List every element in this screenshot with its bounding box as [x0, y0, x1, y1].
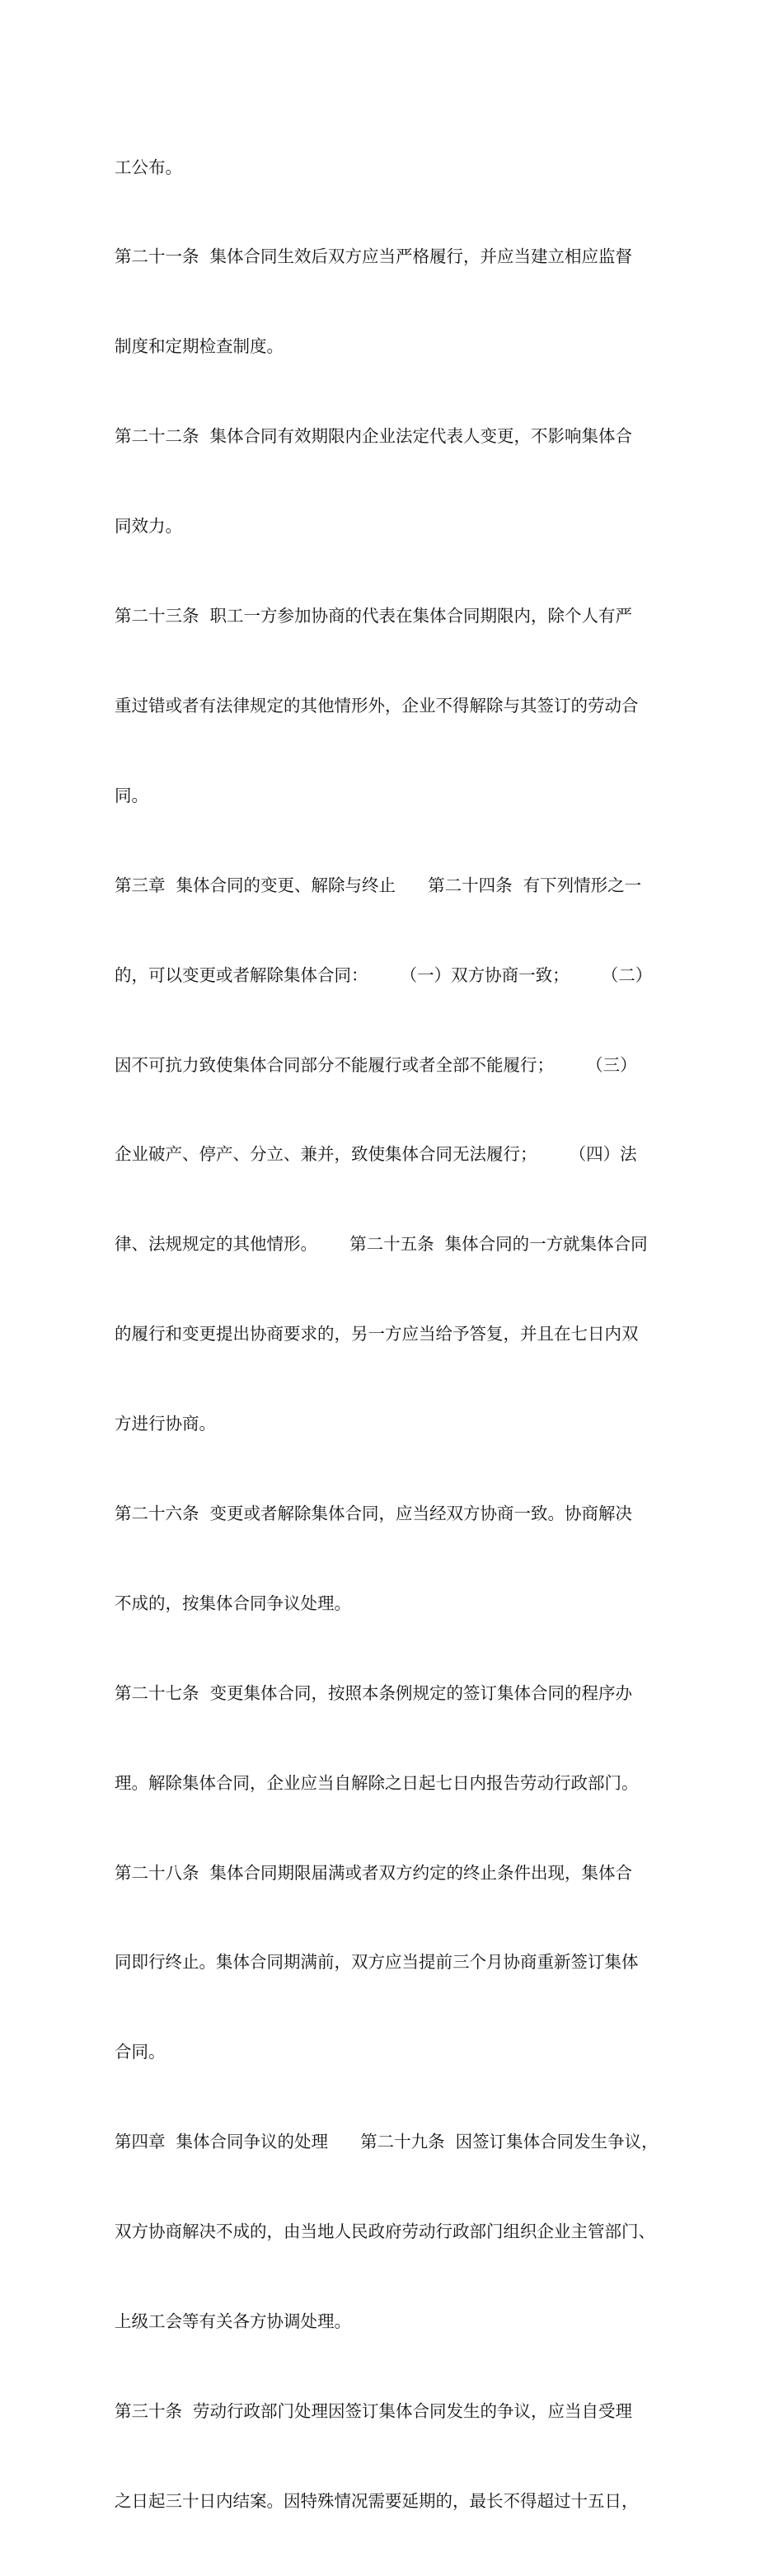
text-line: 第二十三条 职工一方参加协商的代表在集体合同期限内，除个人有严 — [115, 606, 633, 626]
text-line: 律、法规规定的其他情形。 第二十五条 集体合同的一方就集体合同 — [115, 1234, 648, 1255]
text-line: 双方协商解决不成的，由当地人民政府劳动行政部门组织企业主管部门、 — [115, 2222, 655, 2242]
document-body — [115, 92, 675, 2576]
text-line: 合同。 — [115, 2042, 166, 2062]
text-line: 的履行和变更提出协商要求的，另一方应当给予答复，并且在七日内双 — [115, 1324, 639, 1344]
text-line: 之日起三十日内结案。因特殊情况需要延期的，最长不得超过十五日， — [115, 2490, 639, 2511]
text-line: 同。 — [115, 785, 148, 805]
text-line: 第三章 集体合同的变更、解除与终止 第二十四条 有下列情形之一 — [115, 875, 642, 895]
text-line: 理。解除集体合同，企业应当自解除之日起七日内报告劳动行政部门。 — [115, 1772, 639, 1793]
text-line: 第二十七条 变更集体合同，按照本条例规定的签订集体合同的程序办 — [115, 1682, 633, 1703]
text-line: 重过错或者有法律规定的其他情形外，企业不得解除与其签订的劳动合 — [115, 695, 639, 716]
text-line: 同即行终止。集体合同期满前，双方应当提前三个月协商重新签订集体 — [115, 1952, 639, 1973]
text-line: 上级工会等有关各方协调处理。 — [115, 2311, 351, 2331]
text-line: 企业破产、停产、分立、兼并，致使集体合同无法履行； （四）法 — [115, 1144, 637, 1165]
text-line: 不成的，按集体合同争议处理。 — [115, 1593, 351, 1613]
text-line: 同效力。 — [115, 516, 182, 537]
text-line: 第二十一条 集体合同生效后双方应当严格履行，并应当建立相应监督 — [115, 246, 633, 267]
text-line: 第二十六条 变更或者解除集体合同，应当经双方协商一致。协商解决 — [115, 1503, 633, 1523]
text-line: 第三十条 劳动行政部门处理因签订集体合同发生的争议，应当自受理 — [115, 2400, 633, 2421]
text-line: 工公布。 — [115, 157, 182, 177]
text-line: 第二十八条 集体合同期限届满或者双方约定的终止条件出现，集体合 — [115, 1862, 633, 1883]
text-line: 制度和定期检查制度。 — [115, 336, 284, 357]
text-line: 第二十二条 集体合同有效期限内企业法定代表人变更，不影响集体合 — [115, 426, 633, 447]
text-line: 的，可以变更或者解除集体合同： （一）双方协商一致； （二） — [115, 964, 653, 985]
text-line: 方进行协商。 — [115, 1414, 216, 1434]
text-line: 第四章 集体合同争议的处理 第二十九条 因签订集体合同发生争议， — [115, 2132, 659, 2152]
text-line: 因不可抗力致使集体合同部分不能履行或者全部不能履行； （三） — [115, 1054, 637, 1075]
